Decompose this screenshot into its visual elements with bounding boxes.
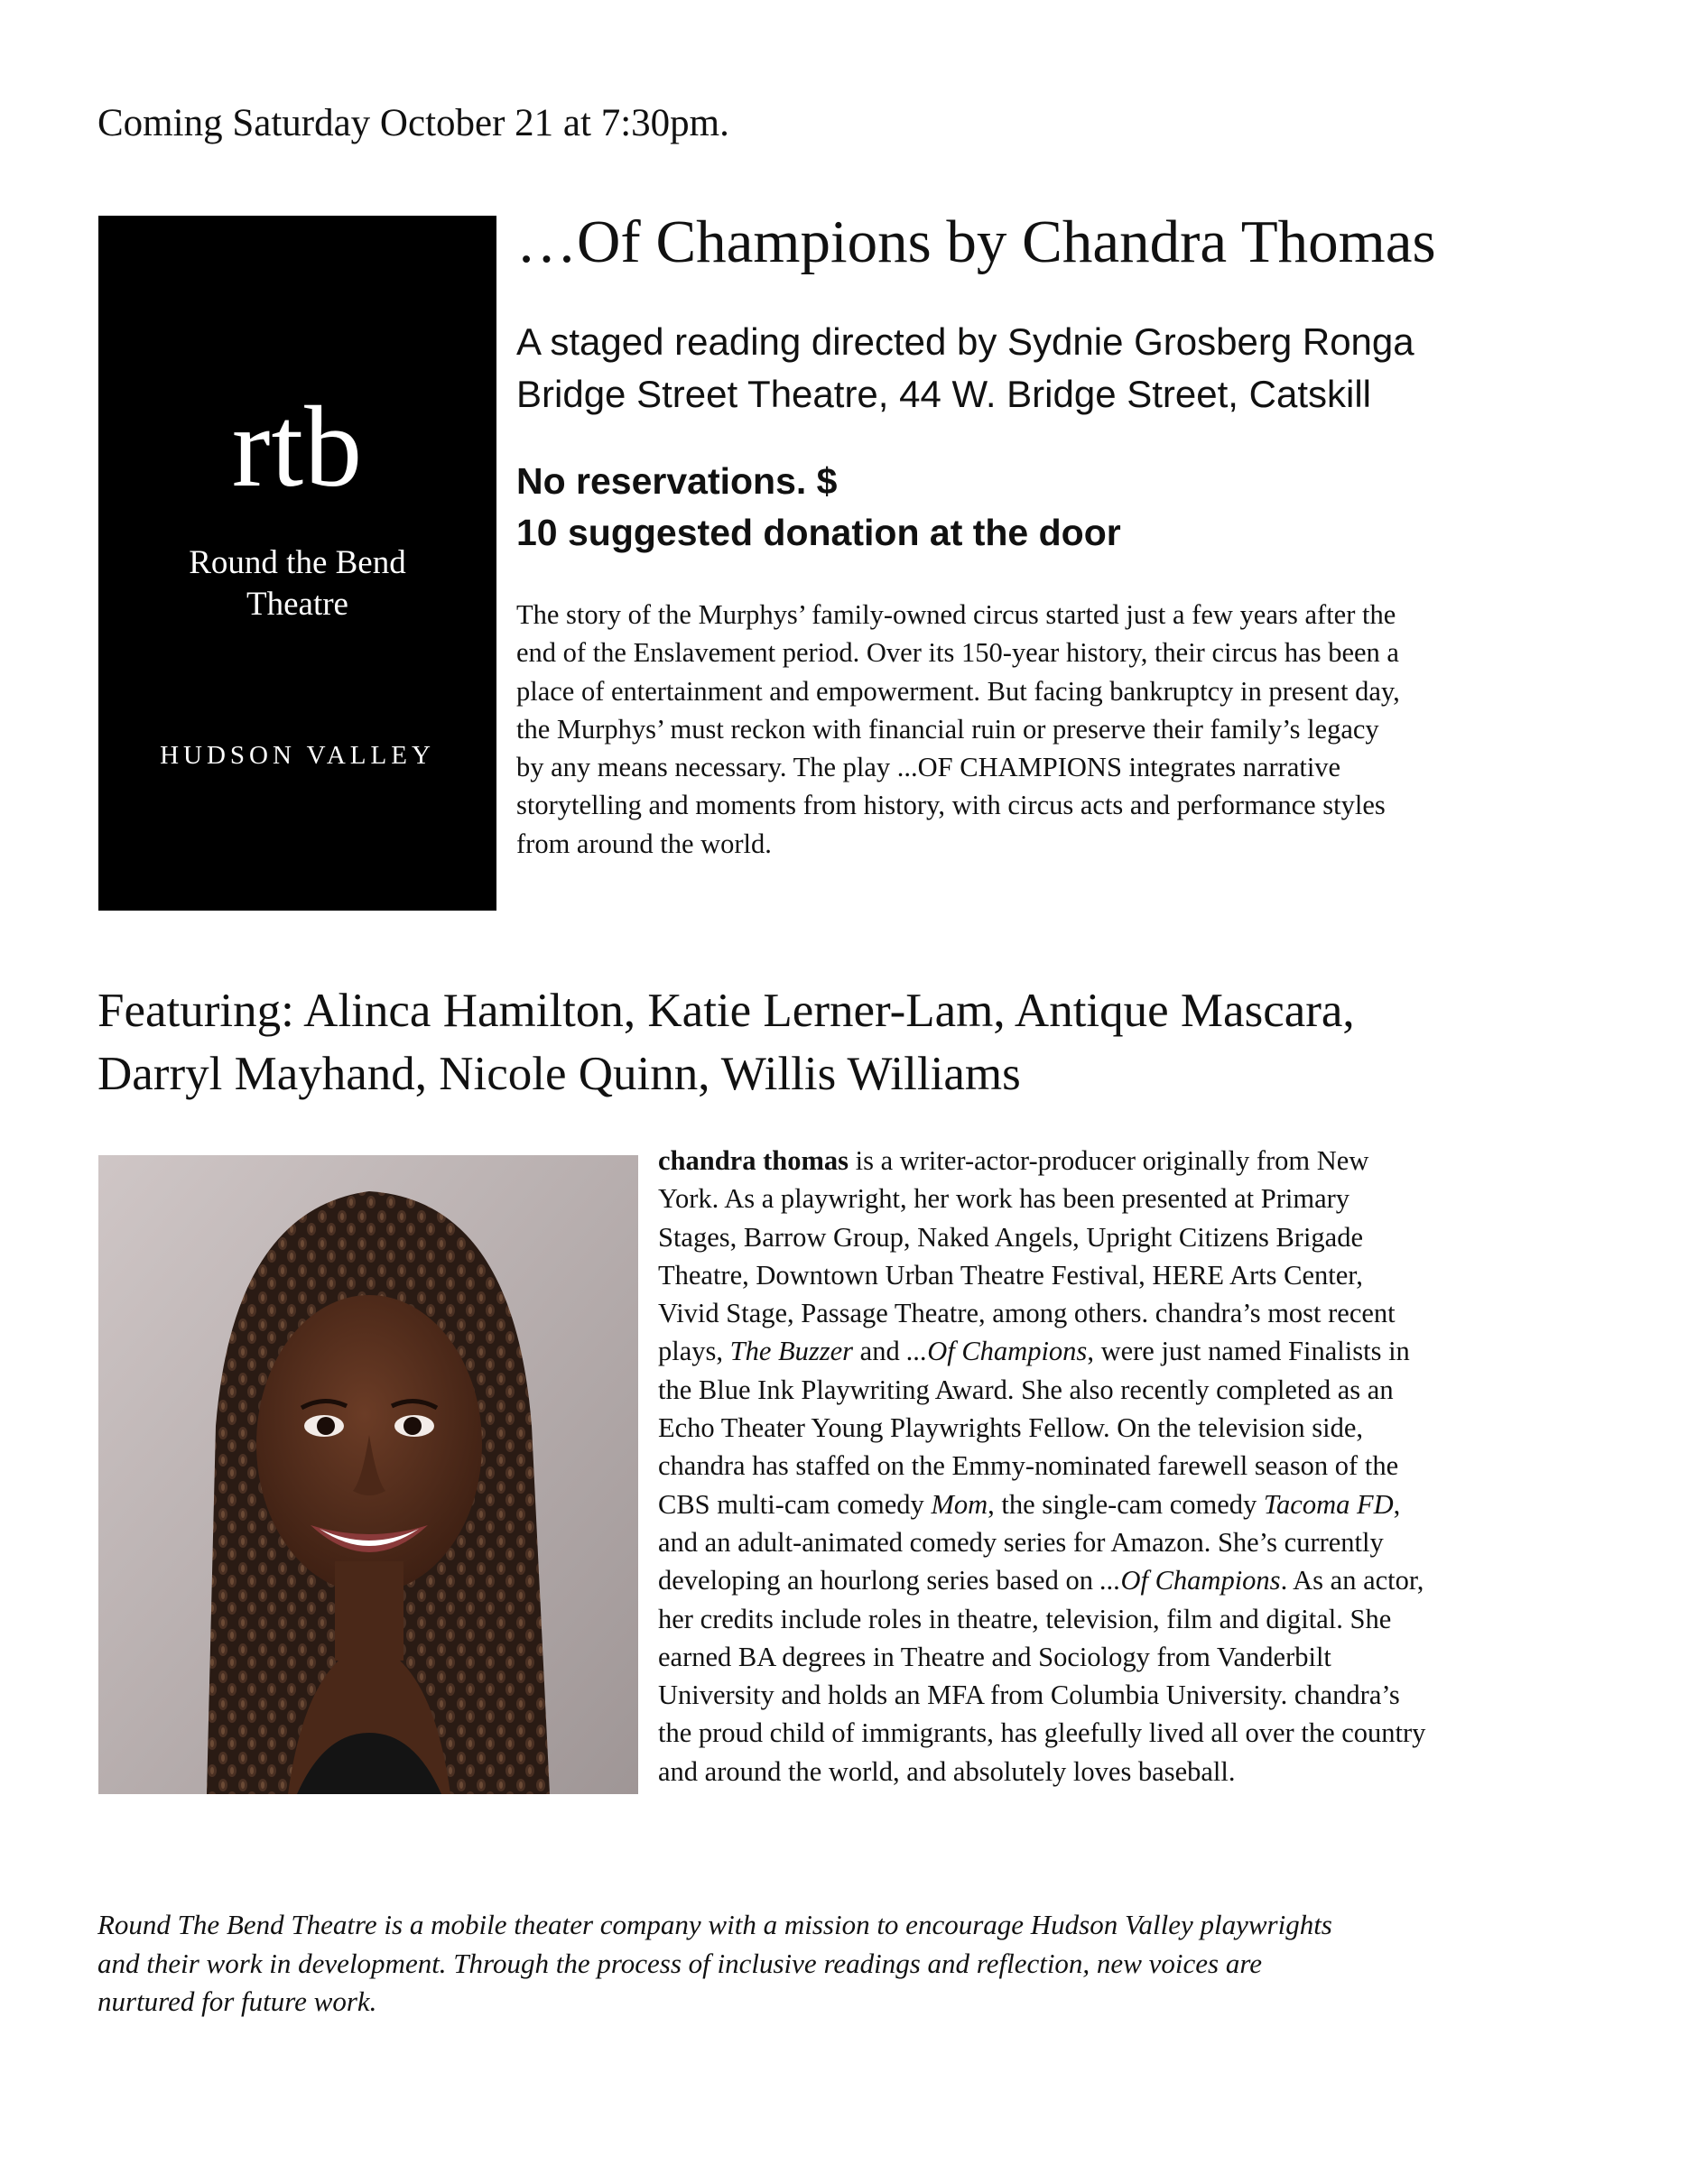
play-synopsis bbox=[516, 596, 1600, 863]
logo-region: HUDSON VALLEY bbox=[160, 741, 435, 770]
bio-line: Echo Theater Young Playwrights Fellow. On the television side, bbox=[658, 1412, 1364, 1444]
synopsis-line: place of entertainment and empowerment. But facing bankruptcy in present day, bbox=[516, 675, 1400, 707]
logo-name-line-2: Theatre bbox=[246, 586, 348, 623]
bio-line: plays, The Buzzer and ...Of Champions, were just named Finalists in bbox=[658, 1336, 1410, 1367]
synopsis-line: storytelling and moments from history, with circus acts and performance styles bbox=[516, 790, 1386, 821]
bio-line: chandra has staffed on the Emmy-nominated farewell season of the bbox=[658, 1450, 1399, 1482]
reservation-line-2: 10 suggested donation at the door bbox=[516, 512, 1121, 553]
bio-line: chandra thomas is a writer-actor-producer originally from New bbox=[658, 1145, 1369, 1176]
bio-playwright-name: chandra thomas bbox=[658, 1145, 849, 1176]
playwright-portrait bbox=[98, 1155, 638, 1794]
bio-line: the Blue Ink Playwriting Award. She also recently completed as an bbox=[658, 1374, 1394, 1405]
synopsis-line: the Murphys’ must reckon with financial ruin or preserve their family’s legacy bbox=[516, 713, 1379, 745]
venue-line: Bridge Street Theatre, 44 W. Bridge Street, Catskill bbox=[516, 373, 1371, 415]
bio-line: the proud child of immigrants, has gleefully lived all over the country bbox=[658, 1717, 1426, 1749]
play-title-of-champions: ...Of Champions bbox=[906, 1336, 1088, 1367]
director-line: A staged reading directed by Sydnie Grosberg Ronga bbox=[516, 320, 1414, 363]
bio-line: York. As a playwright, her work has been presented at Primary bbox=[658, 1183, 1350, 1215]
synopsis-line: The story of the Murphys’ family-owned circus started just a few years after the bbox=[516, 599, 1396, 630]
play-title: …Of Champions by Chandra Thomas bbox=[516, 208, 1436, 275]
logo-mark: rtb bbox=[231, 383, 364, 511]
bio-line: CBS multi-cam comedy Mom, the single-cam comedy Tacoma FD, bbox=[658, 1488, 1401, 1520]
play-subtitle bbox=[516, 316, 1414, 421]
bio-line: earned BA degrees in Theatre and Sociology from Vanderbilt bbox=[658, 1641, 1331, 1672]
playwright-bio bbox=[658, 1142, 1651, 1791]
cast-line-2: Darryl Mayhand, Nicole Quinn, Willis Williams bbox=[97, 1048, 1021, 1100]
reservation-note bbox=[516, 456, 1121, 559]
logo-company-name bbox=[98, 542, 496, 625]
bio-line: her credits include roles in theatre, television, film and digital. She bbox=[658, 1603, 1392, 1634]
reservation-line-1: No reservations. $ bbox=[516, 460, 838, 502]
bio-line: University and holds an MFA from Columbia University. chandra’s bbox=[658, 1680, 1400, 1711]
mission-line: and their work in development. Through the process of inclusive readings and reflection, new voices are bbox=[97, 1947, 1262, 1979]
bio-line: Theatre, Downtown Urban Theatre Festival, HERE Arts Center, bbox=[658, 1259, 1363, 1291]
bio-line: Vivid Stage, Passage Theatre, among others. chandra’s most recent bbox=[658, 1298, 1396, 1329]
show-title-mom: Mom bbox=[931, 1488, 988, 1520]
logo-name-line-1: Round the Bend bbox=[189, 544, 406, 581]
bio-line: and around the world, and absolutely loves baseball. bbox=[658, 1755, 1236, 1787]
synopsis-line: end of the Enslavement period. Over its 150-year history, their circus has been a bbox=[516, 637, 1399, 669]
synopsis-line: by any means necessary. The play ...OF CHAMPIONS integrates narrative bbox=[516, 752, 1341, 783]
show-title-tacoma-fd: Tacoma FD bbox=[1263, 1488, 1394, 1520]
mission-line: nurtured for future work. bbox=[97, 1985, 377, 2017]
bio-line: developing an hourlong series based on ...Of Champions. As an actor, bbox=[658, 1565, 1424, 1596]
featured-cast bbox=[97, 979, 1355, 1106]
play-title-buzzer: The Buzzer bbox=[729, 1336, 854, 1367]
event-date-line: Coming Saturday October 21 at 7:30pm. bbox=[97, 102, 729, 144]
bio-line: and an adult-animated comedy series for Amazon. She’s currently bbox=[658, 1526, 1384, 1558]
company-mission bbox=[97, 1906, 1632, 2022]
bio-line: Stages, Barrow Group, Naked Angels, Upright Citizens Brigade bbox=[658, 1221, 1363, 1253]
series-title-of-champions: ...Of Champions bbox=[1099, 1565, 1281, 1596]
cast-line-1: Featuring: Alinca Hamilton, Katie Lerner-Lam, Antique Mascara, bbox=[97, 985, 1355, 1037]
theatre-logo bbox=[98, 216, 496, 911]
mission-line: Round The Bend Theatre is a mobile theater company with a mission to encourage Hudson Valley playwrights bbox=[97, 1909, 1332, 1940]
synopsis-line: from around the world. bbox=[516, 828, 772, 859]
